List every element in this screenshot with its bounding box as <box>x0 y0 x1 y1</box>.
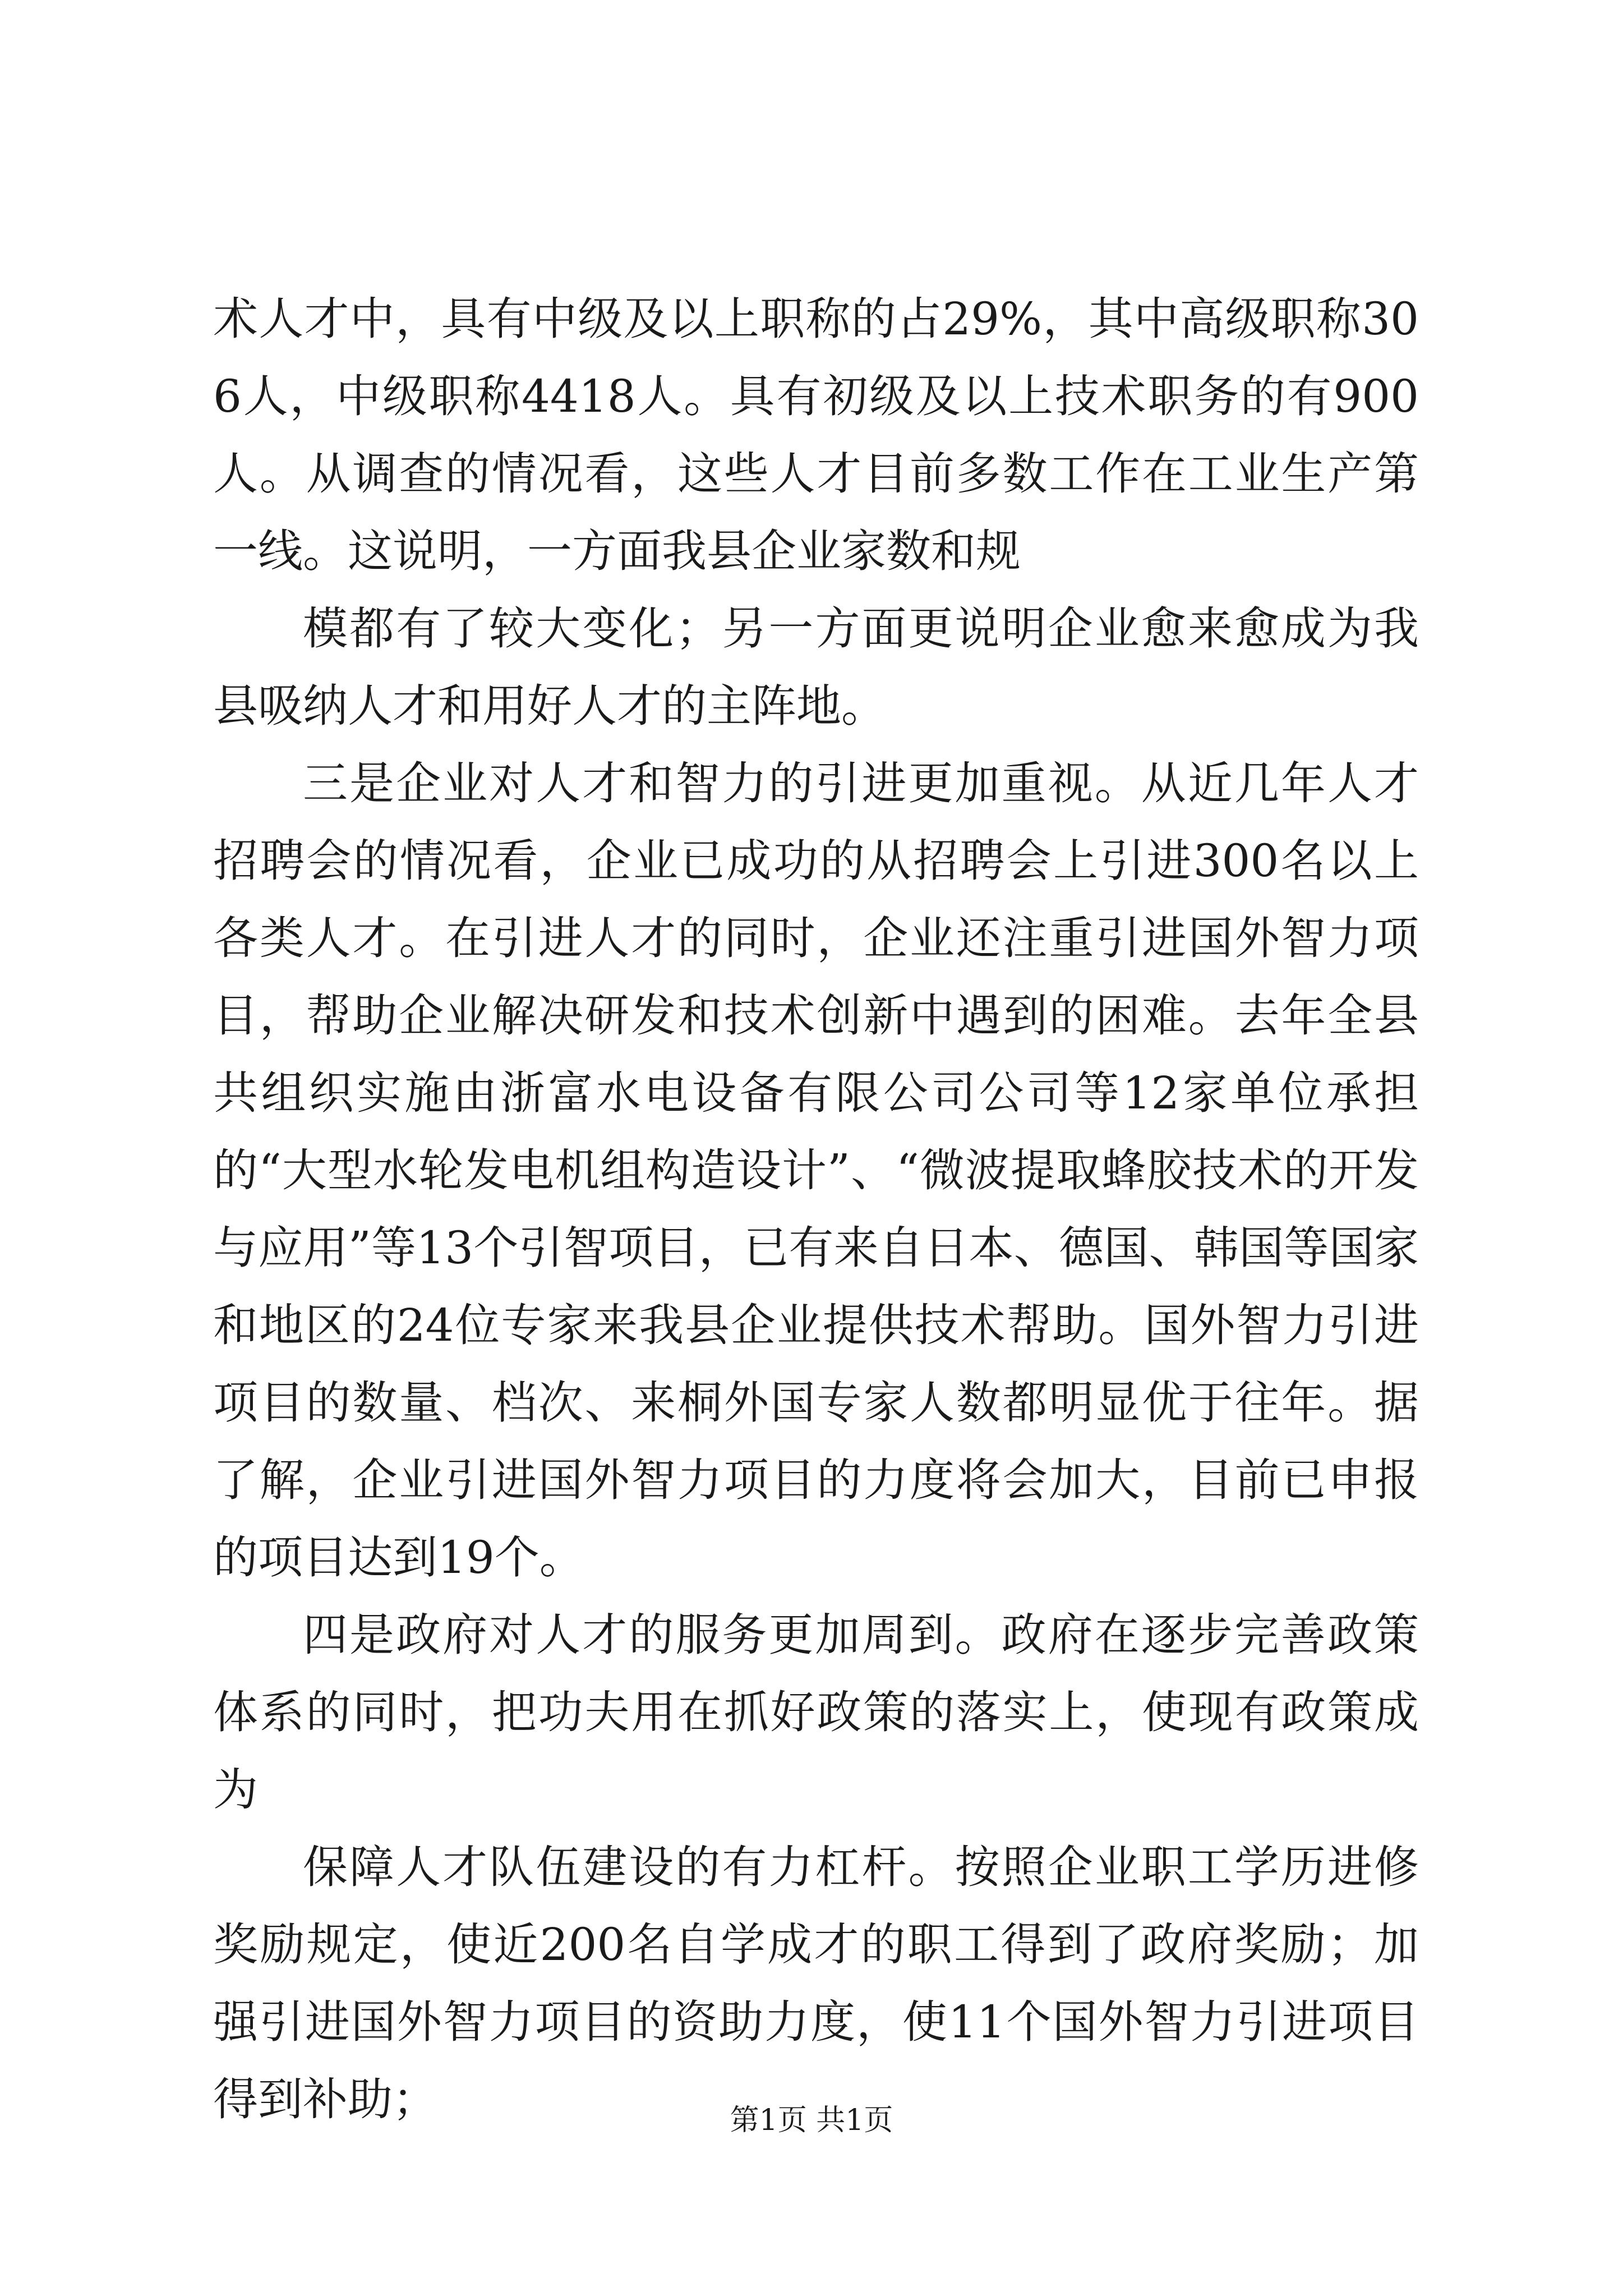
paragraph-2: 模都有了较大变化；另一方面更说明企业愈来愈成为我县吸纳人才和用好人才的主阵地。 <box>213 602 1419 732</box>
page-footer: 第1页 共1页 <box>730 2104 893 2137</box>
paragraph-5: 保障人才队伍建设的有力杠杆。按照企业职工学历进修奖励规定，使近200名自学成才的职工得到了政府奖励；加强引进国外智力项目的资助力度，使11个国外智力引进项目得到补助； <box>213 1841 1419 2125</box>
paragraph-1: 术人才中，具有中级及以上职称的占29%，其中高级职称306人，中级职称4418人。具有初级及以上技术职务的有900人。从调查的情况看，这些人才目前多数工作在工业生产第一线。这说明，一方面我县企业家数和规 <box>213 293 1419 577</box>
document-body <box>213 280 1419 2138</box>
paragraph-4: 四是政府对人才的服务更加周到。政府在逐步完善政策体系的同时，把功夫用在抓好政策的落实上，使现有政策成为 <box>213 1609 1419 1816</box>
paragraph-3: 三是企业对人才和智力的引进更加重视。从近几年人才招聘会的情况看，企业已成功的从招聘会上引进300名以上各类人才。在引进人才的同时，企业还注重引进国外智力项目，帮助企业解决研发和技术创新中遇到的困难。去年全县共组织实施由浙富水电设备有限公司公司等12家单位承担的“大型水轮发电机组构造设计”、“微波提取蜂胶技术的开发与应用”等13个引智项目，已有来自日本、德国、韩国等国家和地区的24位专家来我县企业提供技术帮助。国外智力引进项目的数量、档次、来桐外国专家人数都明显优于往年。据了解，企业引进国外智力项目的力度将会加大，目前已申报的项目达到19个。 <box>213 757 1419 1584</box>
